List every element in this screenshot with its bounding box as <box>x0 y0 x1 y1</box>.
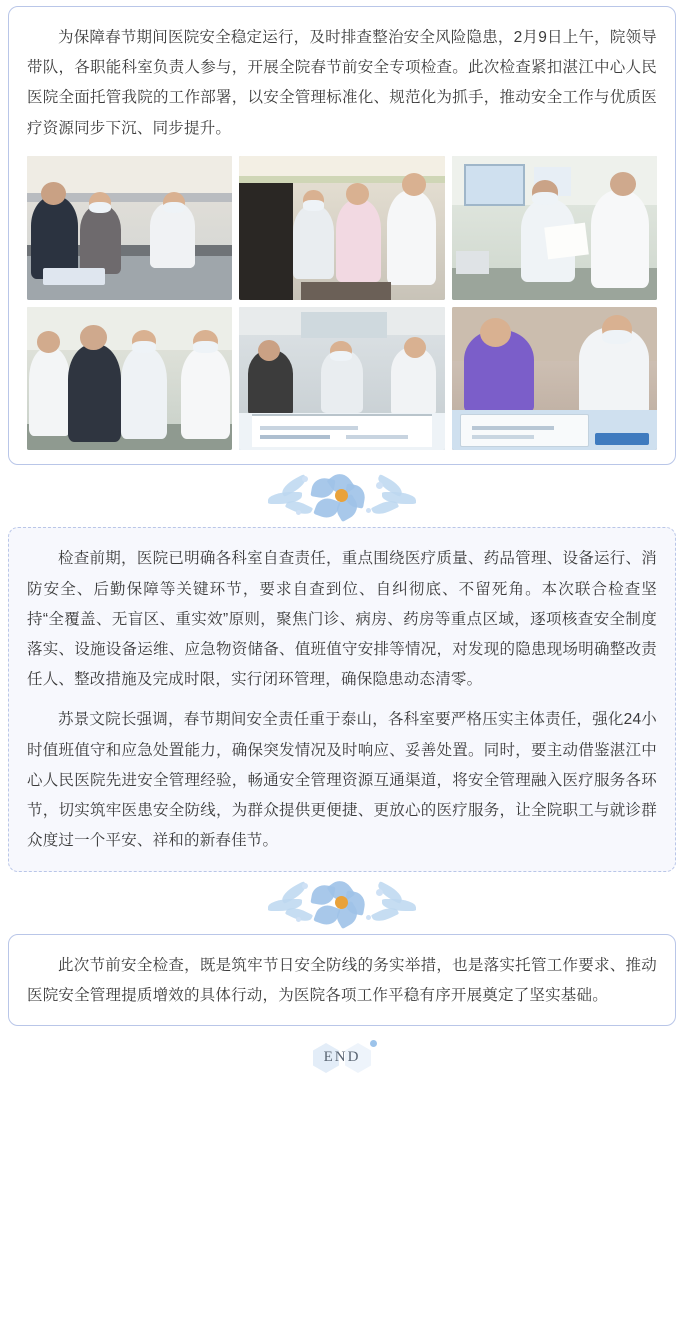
section-detail-card <box>8 527 676 871</box>
end-mark <box>0 1026 684 1090</box>
end-dot-icon <box>370 1040 377 1047</box>
photo-item <box>452 307 657 451</box>
flower-divider-2 <box>0 872 684 934</box>
section-intro-card <box>8 6 676 465</box>
flower-icon <box>262 877 422 929</box>
flower-divider-1 <box>0 465 684 527</box>
photo-item <box>27 307 232 451</box>
photo-item <box>239 156 444 300</box>
paragraph: 此次节前安全检查，既是筑牢节日安全防线的务实举措，也是落实托管工作要求、推动医院安全管理提质增效的具体行动，为医院各项工作平稳有序开展奠定了坚实基础。 <box>27 956 657 1004</box>
photo-item <box>452 156 657 300</box>
section-conclusion-card <box>8 934 676 1026</box>
paragraph: 检查前期，医院已明确各科室自查责任，重点围绕医疗质量、药品管理、设备运行、消防安全、后勤保障等关键环节，要求自查到位、自纠彻底、不留死角。本次联合检查坚持“全覆盖、无盲区、重实效”原则，聚焦门诊、病房、药房等重点区域，逐项核查安全制度落实、设施设备运维、应急物资储备、值班值守安排等情况，对发现的隐患现场明确整改责任人、整改措施及完成时限，实行闭环管理，确保隐患动态清零。 <box>27 550 657 689</box>
end-badge <box>311 1038 373 1078</box>
flower-icon <box>262 470 422 522</box>
end-label: END <box>323 1049 361 1066</box>
photo-item <box>239 307 444 451</box>
photo-gallery <box>27 156 657 450</box>
article-page <box>0 6 684 1098</box>
photo-item <box>27 156 232 300</box>
paragraph: 为保障春节期间医院安全稳定运行，及时排查整治安全风险隐患，2月9日上午，院领导带队，各职能科室负责人参与，开展全院春节前安全专项检查。此次检查紧扣湛江中心人民医院全面托管我院的工作部署，以安全管理标准化、规范化为抓手，推动安全工作与优质医疗资源同步下沉、同步提升。 <box>27 29 657 137</box>
paragraph: 苏景文院长强调，春节期间安全责任重于泰山，各科室要严格压实主体责任，强化24小时值班值守和应急处置能力，确保突发情况及时响应、妥善处置。同时，要主动借鉴湛江中心人民医院先进安全管理经验，畅通安全管理资源互通渠道，将安全管理融入医疗服务各环节，切实筑牢医患安全防线，为群众提供更便捷、更放心的医疗服务，让全院职工与就诊群众度过一个平安、祥和的新春佳节。 <box>27 711 657 850</box>
